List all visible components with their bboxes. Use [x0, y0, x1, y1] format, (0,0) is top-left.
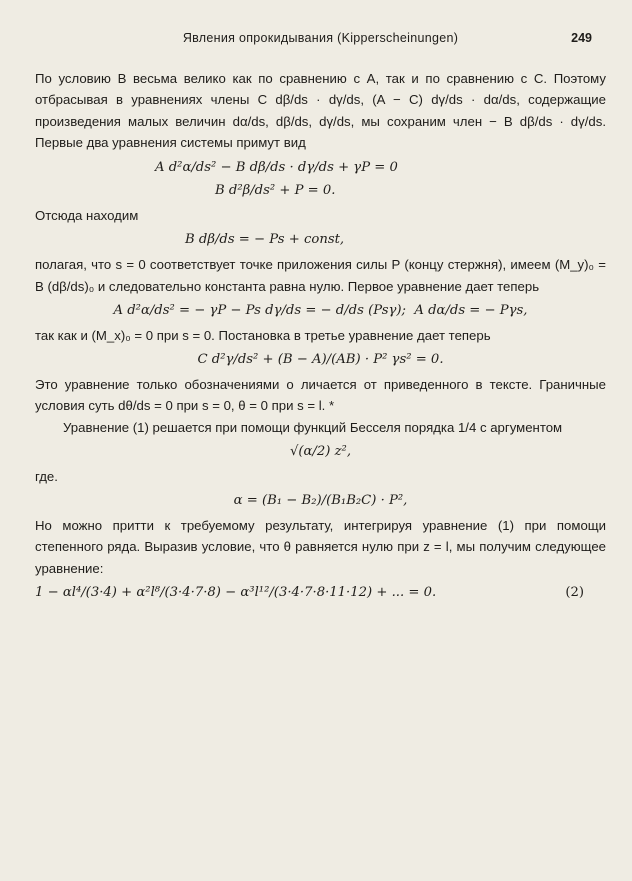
equation-8-row	[35, 583, 606, 603]
paragraph-3: полагая, что s = 0 соответствует точке приложения силы P (концу стержня), имеем (M_y)₀ = B (dβ/ds)₀ и следовательно константа равна нулю. Первое уравнение дает теперь	[35, 257, 606, 294]
paragraph-7: где.	[35, 468, 58, 484]
equation-8: 1 − αl⁴/(3·4) + α²l⁸/(3·4·7·8) − α³l¹²/(3·4·7·8·11·12) + ... = 0.	[35, 585, 437, 601]
equation-5: C d²γ/ds² + (B − A)/(AB) · P² γs² = 0.	[197, 352, 444, 368]
equation-2: B d²β/ds² + P = 0.	[215, 183, 336, 199]
equation-6: √(α/2) z²,	[289, 444, 352, 460]
page-header	[35, 28, 606, 52]
paragraph-4: так как и (M_x)₀ = 0 при s = 0. Постановка в третье уравнение дает теперь	[35, 327, 491, 343]
paragraph-5-text: Это уравнение только обозначениями о личается от приведенного в тексте. Граничные условия суть dθ/ds = 0 при s = 0, θ = 0 при s = l.	[35, 376, 606, 414]
page-number: 249	[571, 31, 592, 45]
running-title: Явления опрокидывания (Kipperscheinungen)	[182, 31, 459, 45]
equation-3: B dβ/ds = − Ps + const,	[185, 232, 345, 248]
equation-7: α = (B₁ − B₂)/(B₁B₂C) · P²,	[233, 493, 408, 509]
paragraph-6: Уравнение (1) решается при помощи функций Бесселя порядка 1/4 с аргументом	[63, 419, 563, 435]
paragraph-8: Но можно притти к требуемому результату, интегрируя уравнение (1) при помощи степенного ряда. Выразив условие, что θ равняется нулю при z = l, мы получим следующее уравнение:	[35, 518, 606, 576]
paragraph-1: По условию B весьма велико как по сравнению с A, так и по сравнению с C. Поэтому отбрасывая в уравнениях члены C dβ/ds · dγ/ds, (A − C) dγ/ds · dα/ds, содержащие произведения малых величин dα/ds, dβ/ds, dγ/ds, мы сохраним член − B dβ/ds · dγ/ds. Первые два уравнения системы примут вид	[35, 71, 606, 151]
equation-1: A d²α/ds² − B dβ/ds · dγ/ds + γP = 0	[155, 159, 398, 175]
equation-8-number: (2)	[565, 585, 584, 601]
footnote-star: *	[329, 398, 335, 414]
paragraph-2: Отсюда находим	[35, 208, 139, 224]
paragraph-5	[35, 374, 606, 417]
equation-4: A d²α/ds² = − γP − Ps dγ/ds = − d/ds (Psγ); A dα/ds = − Pγs,	[113, 303, 528, 319]
